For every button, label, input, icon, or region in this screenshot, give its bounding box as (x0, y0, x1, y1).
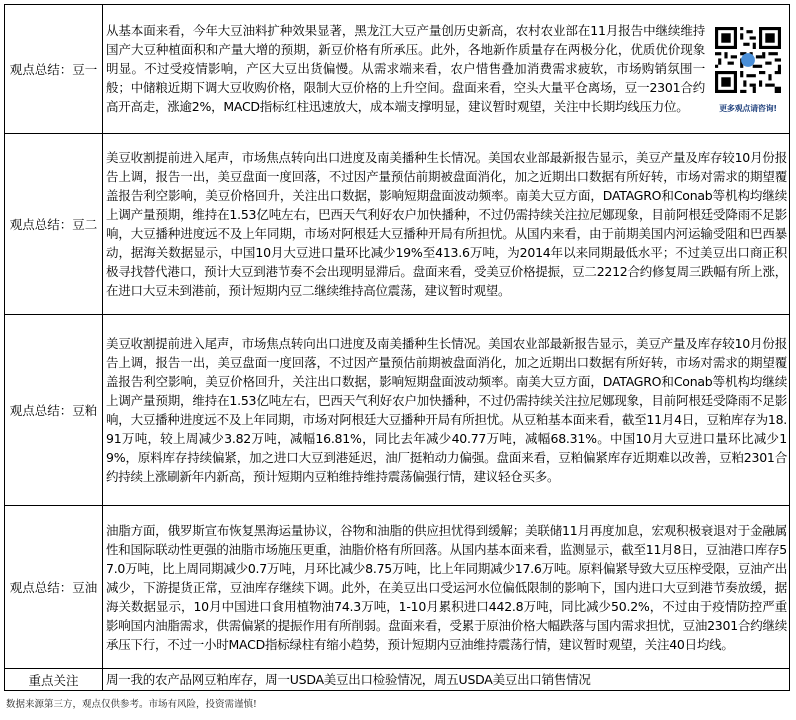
qr-caption: 更多观点请咨询! (719, 103, 777, 113)
row-text-soymeal: 美豆收割提前进入尾声，市场焦点转向出口进度及南美播种生长情况。美国农业部最新报告显示，美豆产量及库存较10月份报告上调，报告一出，美豆盘面一度回落，不过因产量预估前期被盘面消化，加之近期出口数据有所好转，市场对需求的期望覆盖报告利空影响，美豆价格回升，关注出口数据，影响短期盘面波动频率。南美大豆方面，DATAGRO和Conab等机构均继续上调产量预期，维持在1.53亿吨左右，巴西天气利好农户加快播种，不过仍需持续关注拉尼娜现象，目前阿根廷受降雨不足影响，大豆播种进度远不及上年同期，市场对阿根廷大豆播种开局有所担忧。从豆粕基本面来看，截至11月4日，豆粕库存为18.91万吨，较上周减少3.82万吨，减幅16.81%，同比去年减少40.77万吨，减幅68.31%。中国10月大豆进口量环比减少19%，原料库存持续偏紧，加之进口大豆到港延迟，油厂挺粕动力偏强。盘面来看，豆粕偏紧库存近期难以改善，豆粕2301合约持续上涨刷新年内新高，预计短期内豆粕维持维持震荡偏强行情，建议轻仓买多。 (103, 315, 790, 506)
row-soybean-2 (5, 134, 790, 315)
row-label-soybean-2: 观点总结：豆二 (5, 134, 103, 315)
row-label-soymeal: 观点总结：豆粕 (5, 315, 103, 506)
disclaimer-footer: 数据来源第三方，观点仅供参考。市场有风险，投资需谨慎! (6, 699, 257, 710)
row-label-soyoil: 观点总结：豆油 (5, 506, 103, 669)
row-key-focus (5, 669, 790, 691)
qr-code-icon (715, 27, 781, 93)
row-body-soybean-1 (103, 5, 790, 134)
row-soybean-1 (5, 5, 790, 134)
row-label-soybean-1: 观点总结：豆一 (5, 5, 103, 134)
row-text-key-focus: 周一我的农产品网豆粕库存，周一USDA美豆出口检验情况，周五USDA美豆出口销售情况 (103, 669, 790, 691)
row-text-soyoil: 油脂方面，俄罗斯宣布恢复黑海运量协议，谷物和油脂的供应担忧得到缓解；美联储11月再度加息，宏观积极衰退对于金融属性和国际联动性更强的油脂市场施压更重，油脂价格有所回落。从国内基本面来看，监测显示，截至11月8日，豆油港口库存57.0万吨，比上周同期减少0.7万吨，月环比减少8.75万吨，比上年同期减少17.6万吨。原料偏紧导致大豆压榨受限，豆油产出减少，下游提货正常，豆油库存继续下调。此外，在美豆出口受运河水位偏低限制的影响下，国内进口大豆到港节奏放缓，据海关数据显示，10月中国进口食用植物油74.3万吨，1-10月累积进口442.8万吨，同比减少50.2%，不过由于疫情防控严重影响国内油脂需求，供需偏紧的提振作用有所削弱。盘面来看，受累于原油价格大幅跌落与国内需求担忧，豆油2301合约继续承压下行，不过一小时MACD指标绿柱有缩小趋势，预计短期内豆油维持震荡行情，建议暂时观望，关注40日均线。 (103, 506, 790, 669)
row-soymeal (5, 315, 790, 506)
row-text-soybean-1: 从基本面来看，今年大豆油料扩种效果显著，黑龙江大豆产量创历史新高，农村农业部在11月报告中继续维持国产大豆种植面积和产量大增的预期，新豆价格有所承压。此外，各地新作质量存在两极分化，优质优价现象明显。不过受疫情影响，产区大豆出货偏慢。从需求端来看，农户惜售叠加消费需求疲软，市场购销氛围一般；中储粮近期下调大豆收购价格，限制大豆价格的上升空间。盘面来看，空头大量平仓离场，豆一2301合约高开高走，涨逾2%，MACD指标红柱迅速放大，成本端支撑明显，建议暂时观望，关注中长期均线压力位。 (106, 22, 705, 114)
report-table (4, 4, 790, 691)
row-soyoil (5, 506, 790, 669)
qr-block (709, 21, 787, 118)
row-label-key-focus: 重点关注 (5, 669, 103, 691)
row-text-soybean-2: 美豆收割提前进入尾声，市场焦点转向出口进度及南美播种生长情况。美国农业部最新报告显示，美豆产量及库存较10月份报告上调，报告一出，美豆盘面一度回落，不过因产量预估前期被盘面消化，加之近期出口数据有所好转，市场对需求的期望覆盖报告利空影响，美豆价格回升，关注出口数据，影响短期盘面波动频率。南美大豆方面，DATAGRO和Conab等机构均继续上调产量预期，维持在1.53亿吨左右，巴西天气利好农户加快播种，不过仍需持续关注拉尼娜现象，目前阿根廷受降雨不足影响，大豆播种进度远不及上年同期，市场对阿根廷大豆播种开局有所担忧。从国内来看，由于前期美国内河运输受阻和巴西暴动，据海关数据显示，中国10月大豆进口量环比减少19%至413.6万吨，为2014年以来同期最低水平；不过美豆出口商正积极寻找替代港口，预计大豆到港节奏不会出现明显滞后。盘面来看，受美豆价格提振，豆二2212合约修复周三跌幅有所上涨，在进口大豆未到港前，预计短期内豆二继续维持高位震荡，建议暂时观望。 (103, 134, 790, 315)
